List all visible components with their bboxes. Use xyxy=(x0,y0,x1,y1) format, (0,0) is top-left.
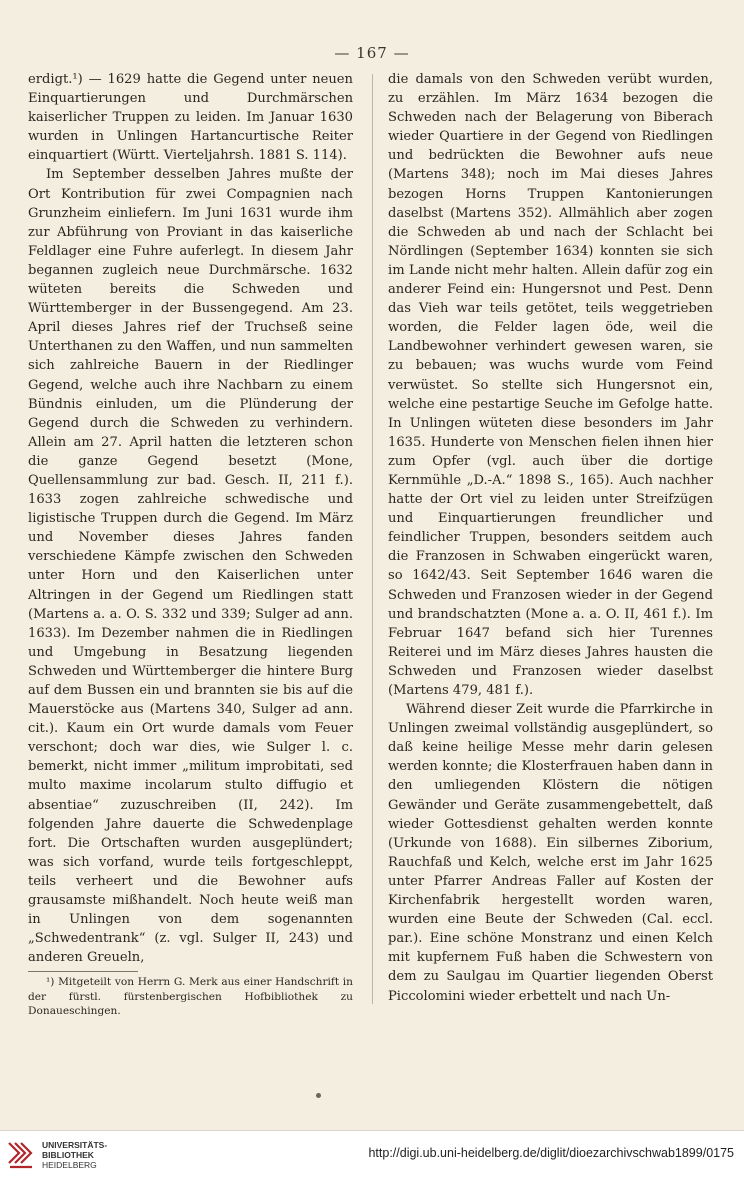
library-name xyxy=(42,1140,107,1170)
page-marker-dot xyxy=(316,1093,321,1098)
page-url-link[interactable]: http://digi.ub.uni-heidelberg.de/diglit/dioezarchivschwab1899/0175 xyxy=(368,1146,734,1160)
university-library-logo-icon[interactable] xyxy=(6,1137,36,1171)
left-paragraph-2: Im September desselben Jahres mußte der Ort Kontribution für zwei Compagnien nach Grunzheim einliefern. Im Juni 1631 wurde ihm zur Abführung von Proviant in das kaiserliche Feldlager eine Fuhre auferlegt. In diesem Jahr begannen zugleich neue Durchmärsche. 1632 wüteten bereits die Schweden und Württemberger in der Bussengegend. Am 23. April dieses Jahres rief der Truchseß seine Unterthanen zu den Waffen, und nun sammelten sich zahlreiche Bauern in der Riedlinger Gegend, welche auch ihre Nachbarn zu einem Bündnis einluden, um die Plünderung der Gegend durch die Schweden zu verhindern. Allein am 27. April hatten die letzteren schon die ganze Gegend besetzt (Mone, Quellensammlung zur bad. Gesch. II, 211 f.). 1633 zogen zahlreiche schwedische und ligistische Truppen durch die Gegend. Im März und November dieses Jahres fanden verschiedene Kämpfe zwischen den Schweden unter Horn und den Kaiserlichen unter Altringen in der Gegend um Riedlingen statt (Martens a. a. O. S. 332 und 339; Sulger ad ann. 1633). Im Dezember nahmen die in Riedlingen und Umgebung in Besatzung liegenden Schweden und Württemberger die hintere Burg auf dem Bussen ein und brannten sie bis auf die Mauerstöcke aus (Martens 340, Sulger ad ann. cit.). Kaum ein Ort wurde damals vom Feuer verschont; doch war dies, wie Sulger l. c. bemerkt, nicht immer „militum improbitati, sed multo maxime incolarum stulto diffugio et absentiae“ zuzuschreiben (II, 242). Im folgenden Jahre dauerte die Schwedenplage fort. Die Ortschaften wurden ausgeplündert; was sich vorfand, wurde teils fortgeschleppt, teils verheert und die Bewohner aufs grausamste mißhandelt. Noch heute weiß man in Unlingen von dem sogenannten „Schwedentrank“ (z. vgl. Sulger II, 243) und anderen Greueln, xyxy=(28,167,353,966)
right-paragraph-1: die damals von den Schweden verübt wurden, zu erzählen. Im März 1634 bezogen die Schweden nach der Belagerung von Biberach wieder Quartiere in der Gegend von Riedlingen und bedrückten die Bewohner aufs neue (Martens 348); noch im Mai dieses Jahres bezogen Horns Truppen Kantonierungen daselbst (Martens 352). Allmählich aber zogen die Schweden ab und nach der Schlacht bei Nördlingen (September 1634) konnten sie sich im Lande nicht mehr halten. Allein dafür zog ein anderer Feind ein: Hungersnot und Pest. Denn das Vieh war teils getötet, teils weggetrieben worden, die Felder lagen öde, weil die Landbewohner verhindert gewesen waren, sie zu bebauen; was wuchs wurde vom Feind verwüstet. So stellte sich Hungersnot ein, welche eine pestartige Seuche im Gefolge hatte. In Unlingen wüteten diese besonders im Jahr 1635. Hunderte von Menschen fielen ihnen hier zum Opfer (vgl. auch über die dortige Kernmühle „D.-A.“ 1898 S., 165). Auch nachher hatte der Ort viel zu leiden unter Streifzügen und Einquartierungen freundlicher und feindlicher Truppen, besonders seitdem auch die Franzosen in Schwaben eingerückt waren, so 1642/43. Seit September 1646 waren die Schweden und Franzosen wieder in der Gegend und brandschatzten (Mone a. a. O. II, 461 f.). Im Februar 1647 befand sich hier Turennes Reiterei und im März dieses Jahres hausten die Schweden und Franzosen wieder daselbst (Martens 479, 481 f.). xyxy=(388,72,713,698)
footnote-rule xyxy=(28,971,138,972)
viewer-footer xyxy=(0,1130,744,1177)
left-column xyxy=(28,70,353,1019)
library-name-line-1: UNIVERSITÄTS- xyxy=(42,1140,108,1150)
footnote: ¹) Mitgeteilt von Herrn G. Merk aus einer Handschrift in der fürstl. fürstenbergischen Hofbibliothek zu Donaueschingen. xyxy=(28,976,353,1018)
right-paragraph-2: Während dieser Zeit wurde die Pfarrkirche in Unlingen zweimal vollständig ausgeplündert, so daß keine heilige Messe mehr darin gelesen werden konnte; die Klosterfrauen haben dann in den umliegenden Klöstern die nötigen Gewänder und Geräte zusammengebettelt, daß wieder Gottesdienst gehalten werden konnte (Urkunde von 1688). Ein silbernes Ziborium, Rauchfaß und Kelch, welche erst im Jahr 1625 unter Pfarrer Andreas Faller auf Kosten der Kirchenfabrik hergestellt worden waren, wurden eine Beute der Schweden (Cal. eccl. par.). Eine schöne Monstranz und einen Kelch mit kupfernem Fuß haben die Schwestern von dem zu Saulgau im Quartier liegenden Oberst Piccolomini wieder erbettelt und nach Un- xyxy=(388,702,713,1004)
library-name-line-2: BIBLIOTHEK xyxy=(42,1150,94,1160)
library-name-line-3: HEIDELBERG xyxy=(42,1160,97,1170)
left-paragraph-1: erdigt.¹) — 1629 hatte die Gegend unter neuen Einquartierungen und Durchmärschen kaiserlicher Truppen zu leiden. Im Januar 1630 wurden in Unlingen Hartancurtische Reiter einquartiert (Württ. Vierteljahrsh. 1881 S. 114). xyxy=(28,72,353,164)
column-divider xyxy=(372,74,373,1004)
right-column xyxy=(388,70,713,1006)
page-number: — 167 — xyxy=(334,44,410,62)
